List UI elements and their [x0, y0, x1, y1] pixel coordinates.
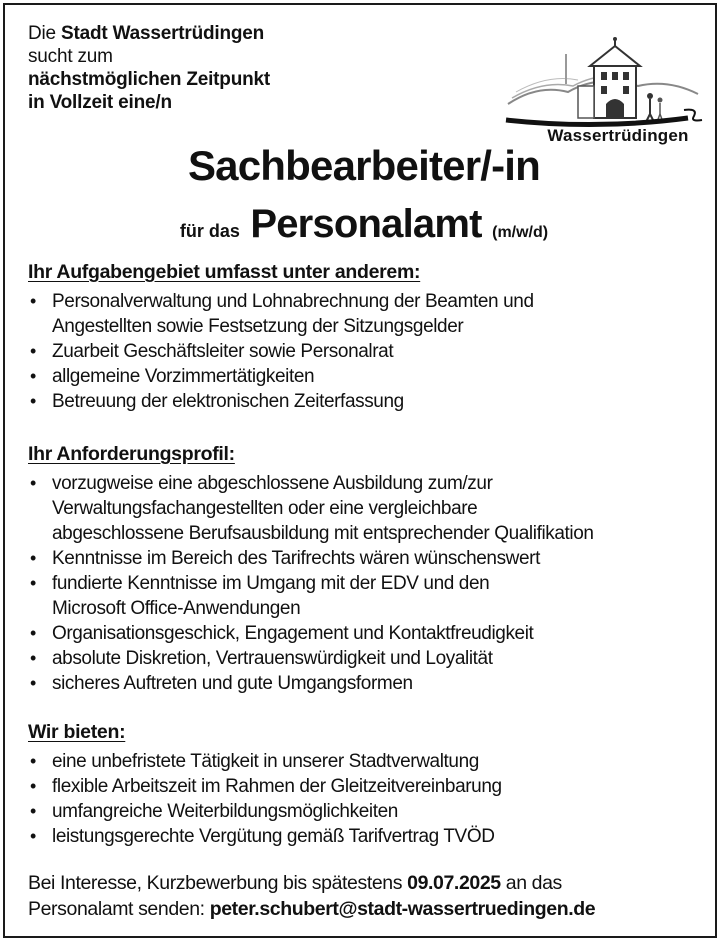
- offer-heading: Wir bieten:: [28, 721, 126, 743]
- list-item: [28, 671, 700, 696]
- list-item: [28, 621, 700, 646]
- list-item-line: • flexible Arbeitszeit im Rahmen der Gleitzeitvereinbarung: [52, 776, 502, 797]
- list-item: [28, 646, 700, 671]
- list-item-line: • fundierte Kenntnisse im Umgang mit der EDV und den: [52, 573, 490, 594]
- list-item-line: Microsoft Office-Anwendungen: [52, 598, 301, 619]
- list-item-line: • vorzugweise eine abgeschlossene Ausbildung zum/zur: [52, 473, 493, 494]
- job-title: Sachbearbeiter/-in: [187, 142, 541, 189]
- list-item-line: • eine unbefristete Tätigkeit in unserer Stadtverwaltung: [52, 751, 479, 772]
- contact-email[interactable]: peter.schubert@stadt-wassertruedingen.de: [209, 898, 596, 920]
- list-item-line: • Betreuung der elektronischen Zeiterfassung: [52, 391, 404, 412]
- list-item: [28, 471, 700, 546]
- deadline-date: 09.07.2025: [407, 872, 501, 894]
- intro-text: Die Stadt Wassertrüdingen sucht zum nächstmöglichen Zeitpunkt in Vollzeit eine/n: [28, 23, 271, 113]
- list-item: [28, 546, 700, 571]
- tasks-section: [28, 259, 700, 414]
- application-instructions: Bei Interesse, Kurzbewerbung bis spätestens 09.07.2025 an das Personalamt senden: peter.schubert@stadt-wassertruedingen.de: [28, 872, 596, 920]
- list-item: [28, 289, 700, 339]
- list-item-line: Angestellten sowie Festsetzung der Sitzungsgelder: [52, 316, 464, 337]
- list-item-line: • allgemeine Vorzimmertätigkeiten: [52, 366, 315, 387]
- list-item: [28, 364, 700, 389]
- list-item-line: • umfangreiche Weiterbildungsmöglichkeiten: [52, 801, 398, 822]
- list-item: [28, 389, 700, 414]
- tasks-list: [28, 289, 700, 414]
- list-item-line: Verwaltungsfachangestellten oder eine vergleichbare: [52, 498, 478, 519]
- list-item-line: • Kenntnisse im Bereich des Tarifrechts wären wünschenswert: [52, 548, 540, 569]
- list-item: [28, 774, 700, 799]
- list-item-line: • sicheres Auftreten und gute Umgangsformen: [52, 673, 413, 694]
- profile-list: [28, 471, 700, 696]
- department-name: Personalamt: [250, 202, 482, 246]
- job-advertisement: [28, 22, 700, 920]
- tasks-heading: Ihr Aufgabengebiet umfasst unter anderem:: [28, 261, 421, 283]
- offer-list: [28, 749, 700, 849]
- profile-section: [28, 441, 700, 696]
- profile-heading: Ihr Anforderungsprofil:: [28, 443, 235, 465]
- list-item: [28, 749, 700, 774]
- list-item: [28, 571, 700, 621]
- list-item-line: • Zuarbeit Geschäftsleiter sowie Personalrat: [52, 341, 394, 362]
- job-subtitle: für das Personalamt (m/w/d): [179, 202, 549, 246]
- list-item-line: • Personalverwaltung und Lohnabrechnung der Beamten und: [52, 291, 534, 312]
- list-item-line: • absolute Diskretion, Vertrauenswürdigkeit und Loyalität: [52, 648, 493, 669]
- list-item: [28, 799, 700, 824]
- list-item-line: • leistungsgerechte Vergütung gemäß Tarifvertrag TVÖD: [52, 826, 495, 847]
- list-item: [28, 339, 700, 364]
- list-item-line: abgeschlossene Berufsausbildung mit entsprechender Qualifikation: [52, 523, 594, 544]
- list-item-line: • Organisationsgeschick, Engagement und Kontaktfreudigkeit: [52, 623, 534, 644]
- offer-section: [28, 719, 700, 849]
- logo-wordmark: Wassertrüdingen: [547, 126, 689, 145]
- employer-name: Stadt Wassertrüdingen: [61, 23, 265, 44]
- list-item: [28, 824, 700, 849]
